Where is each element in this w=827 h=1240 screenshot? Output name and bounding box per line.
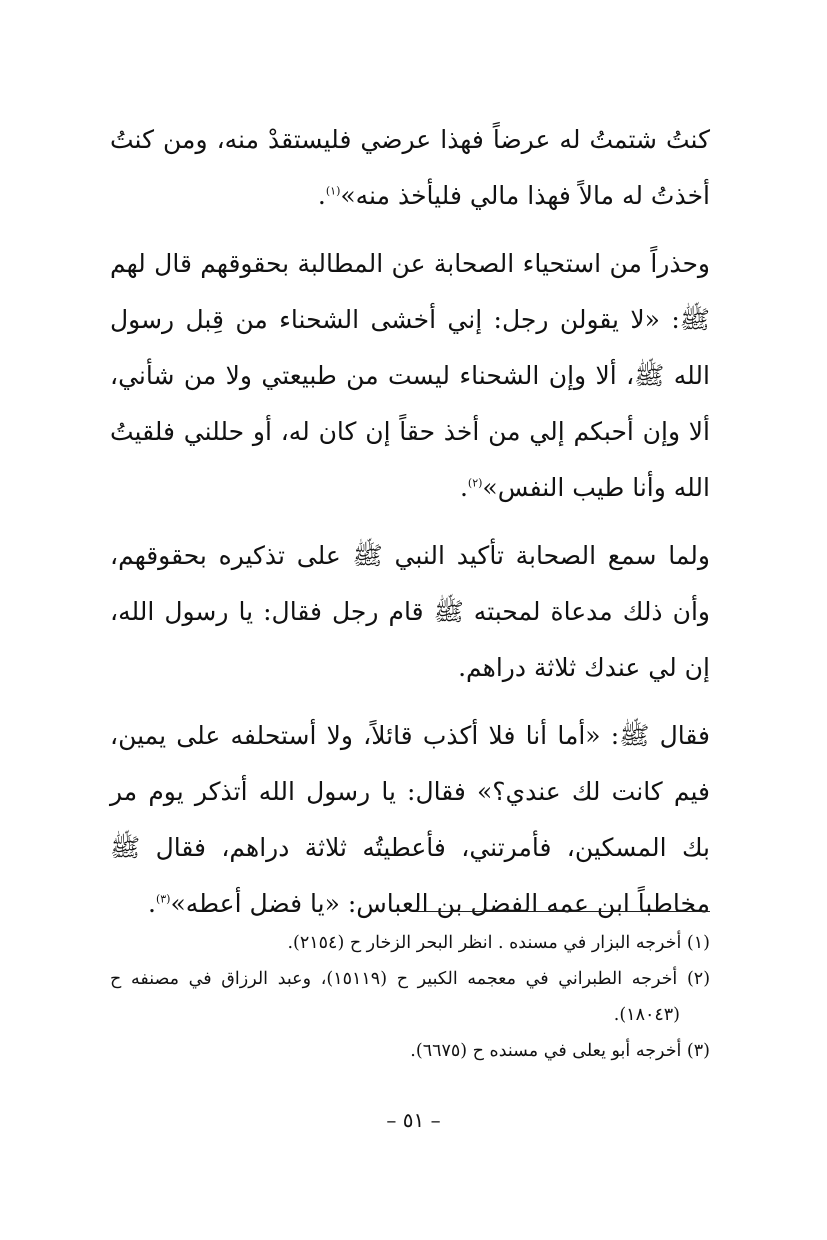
paragraph-2 [110,236,710,516]
paragraph-1-text: كنتُ شتمتُ له عرضاً فهذا عرضي فليستقدْ منه، ومن كنتُ أخذتُ له مالاً فهذا مالي فليأخذ منه» [110,125,710,210]
footnote-separator [416,911,710,912]
footnote-1: (١) أخرجه البزار في مسنده . انظر البحر الزخار ح (٢١٥٤). [287,933,710,953]
footnote-3: (٣) أخرجه أبو يعلى في مسنده ح (٦٦٧٥). [410,1041,710,1061]
footnotes [110,925,710,1069]
main-text [110,112,710,932]
footnote-2: (٢) أخرجه الطبراني في معجمه الكبير ح (١٥١١٩)، وعبد الرزاق في مصنفه ح (١٨٠٤٣). [110,969,711,1025]
paragraph-4-tail: . [148,889,156,918]
paragraph-4-text: فقال ﷺ: «أما أنا فلا أكذب قائلاً، ولا أستحلفه على يمين، فيم كانت لك عندي؟» فقال: يا رسول الله أتذكر يوم مر بك المسكين، فأمرتني، فأعطيتُه ثلاثة دراهم، فقال ﷺ مخاطباً ابن عمه الفضل بن العباس: «يا فضل أعطه» [110,721,710,918]
paragraph-2-text: وحذراً من استحياء الصحابة عن المطالبة بحقوقهم قال لهم ﷺ: «لا يقولن رجل: إني أخشى الشحناء من قِبل رسول الله ﷺ، ألا وإن الشحناء ليست من طبيعتي ولا من شأني، ألا وإن أحبكم إلي من أخذ حقاً إن كان له، أو حللني فلقيتُ الله وأنا طيب النفس» [110,249,710,502]
paragraph-3 [110,528,710,696]
paragraph-2-tail: . [459,473,468,502]
paragraph-3-text: ولما سمع الصحابة تأكيد النبي ﷺ على تذكيره بحقوقهم، وأن ذلك مدعاة لمحبته ﷺ قام رجل فقال: يا رسول الله، إن لي عندك ثلاثة دراهم. [110,541,710,682]
paragraph-1 [110,112,710,224]
footnote-ref-3[interactable]: (٣) [155,892,171,906]
page-number: – ٥١ – [386,1108,441,1132]
footnote-ref-1[interactable]: (١) [325,184,341,198]
footnote-ref-2[interactable]: (٢) [467,476,483,490]
paragraph-1-tail: . [317,181,326,210]
paragraph-4 [110,708,710,932]
